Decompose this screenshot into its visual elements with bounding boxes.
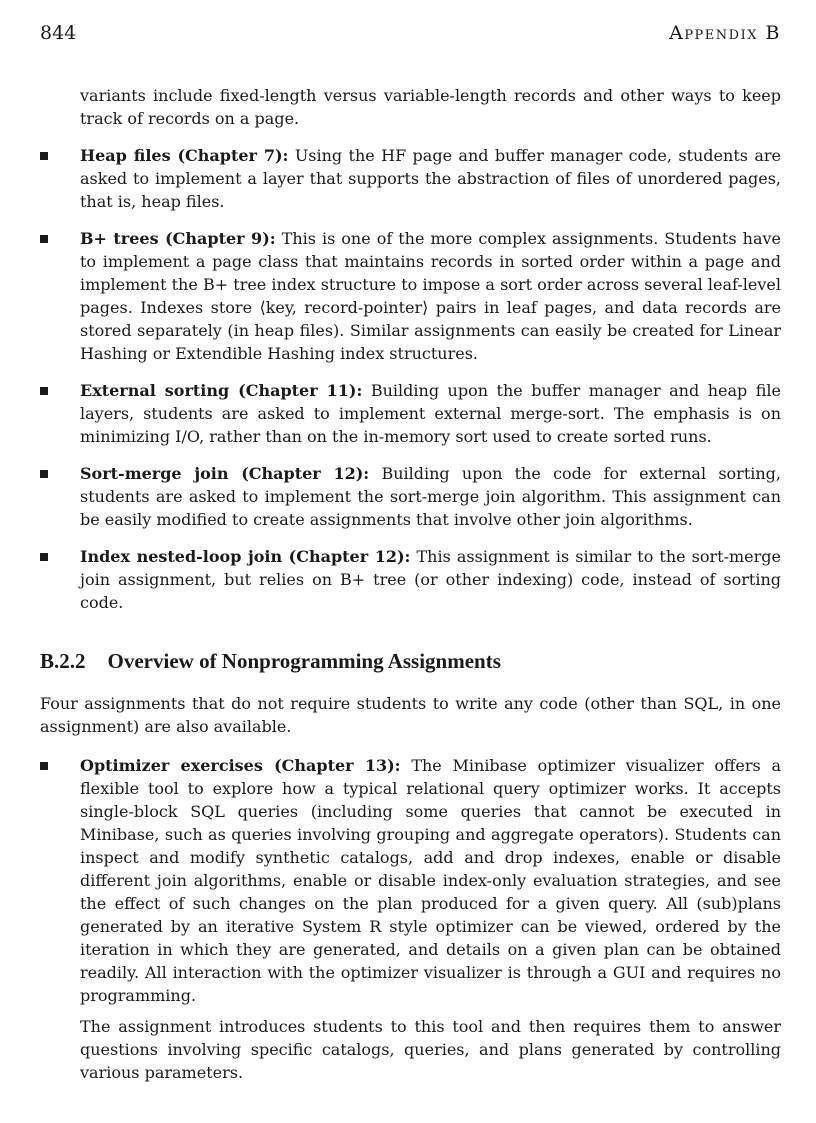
item-title: Index nested-loop join (Chapter 12): <box>80 547 411 566</box>
bullet-square-icon <box>40 387 48 395</box>
item-title: Sort-merge join (Chapter 12): <box>80 464 370 483</box>
item-text: Using the HF page and buffer manager code, students are asked to implement a layer that supports the abstraction of files of unordered pages, that is, heap files. <box>80 146 781 211</box>
page-body <box>40 84 781 1100</box>
page-number: 844 <box>40 22 77 44</box>
section-heading <box>40 648 781 674</box>
item-text: Building upon the buffer manager and heap file layers, students are asked to implement external merge-sort. The emphasis is on minimizing I/O, rather than on the in-memory sort used to create sorted runs. <box>80 381 782 446</box>
list-item <box>40 754 781 1007</box>
section-intro: Four assignments that do not require students to write any code (other than SQL, in one assignment) are also available. <box>40 694 781 736</box>
running-header <box>40 22 781 48</box>
bullet-square-icon <box>40 152 48 160</box>
item-title: External sorting (Chapter 11): <box>80 381 363 400</box>
item-text: Building upon the code for external sorting, students are asked to implement the sort-merge join algorithm. This assignment can be easily modified to create assignments that involve other join algorithms. <box>80 464 782 529</box>
section-number: B.2.2 <box>40 649 86 673</box>
bullet-square-icon <box>40 470 48 478</box>
chapter-title: Appendix B <box>669 22 781 44</box>
list-item <box>40 462 781 531</box>
item-title: Optimizer exercises (Chapter 13): <box>80 756 401 775</box>
list-item <box>40 227 781 365</box>
list-item <box>40 144 781 213</box>
intro-continuation: variants include fixed-length versus variable-length records and other ways to keep track of records on a page. <box>80 86 781 128</box>
list-item <box>40 379 781 448</box>
bullet-square-icon <box>40 762 48 770</box>
item-text: This is one of the more complex assignments. Students have to implement a page class that maintains records in sorted order within a page and implement the B+ tree index structure to impose a sort order across several leaf-level pages. Indexes store ⟨key, record-pointer⟩ pairs in leaf pages, and data records are stored separately (in heap files). Similar assignments can easily be created for Linear Hashing or Extendible Hashing index structures. <box>80 229 781 363</box>
item-followup-paragraph: The assignment introduces students to this tool and then requires them to answer questions involving specific catalogs, queries, and plans generated by controlling various parameters. <box>80 1017 781 1082</box>
item-title: B+ trees (Chapter 9): <box>80 229 276 248</box>
bullet-square-icon <box>40 235 48 243</box>
section-title: Overview of Nonprogramming Assignments <box>107 649 501 673</box>
item-text: This assignment is similar to the sort-merge join assignment, but relies on B+ tree (or other indexing) code, instead of sorting code. <box>80 547 781 612</box>
bullet-square-icon <box>40 553 48 561</box>
list-item <box>40 545 781 614</box>
item-text: The Minibase optimizer visualizer offers a flexible tool to explore how a typical relational query optimizer works. It accepts single-block SQL queries (including some queries that cannot be executed in Minibase, such as queries involving grouping and aggregate operators). Students can inspect and modify synthetic catalogs, add and drop indexes, enable or disable different join algorithms, enable or disable index-only evaluation strategies, and see the effect of such changes on the plan produced for a given query. All (sub)plans generated by an iterative System R style optimizer can be viewed, ordered by the iteration in which they are generated, and details on a given plan can be obtained readily. All interaction with the optimizer visualizer is through a GUI and requires no programming. <box>80 756 781 1005</box>
item-title: Heap files (Chapter 7): <box>80 146 289 165</box>
